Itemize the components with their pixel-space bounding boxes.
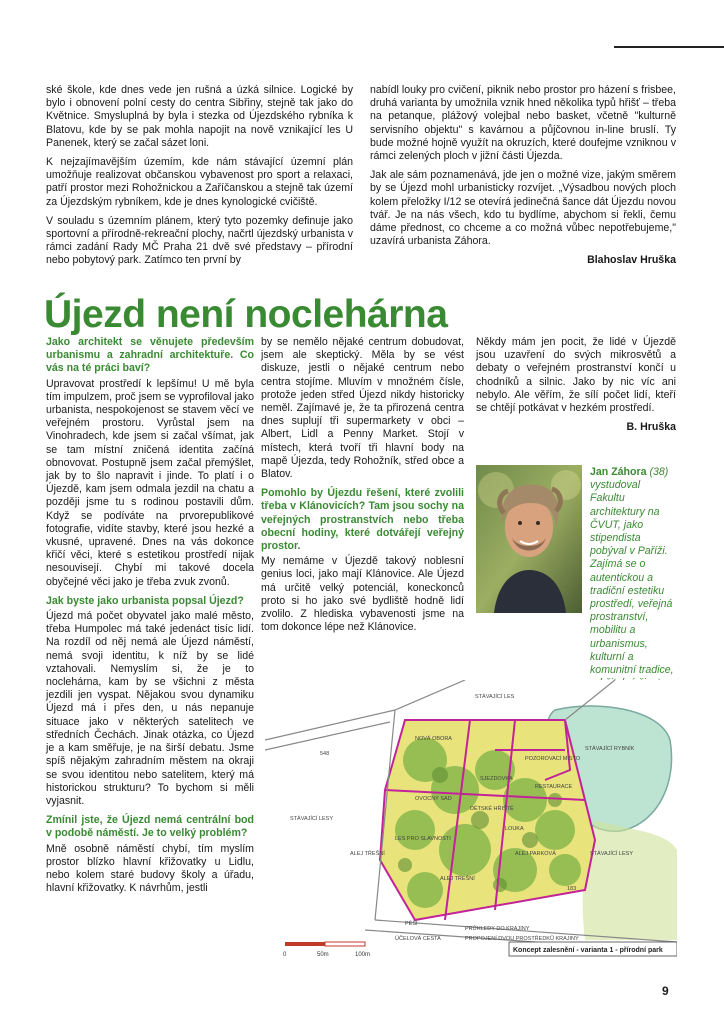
sketch-label: PĚŠÍ xyxy=(405,921,418,927)
sketch-label: STÁVAJÍCÍ LESY xyxy=(290,816,333,822)
sketch-label: OVOCNÝ SAD xyxy=(415,796,452,802)
top-left-column xyxy=(46,84,353,274)
top-right-column xyxy=(370,84,676,268)
sketch-label: ALEJ PARKOVÁ xyxy=(515,851,556,857)
sketch-label: STÁVAJÍCÍ RYBNÍK xyxy=(585,746,635,752)
question: Zmínil jste, že Újezd nemá centrální bod v podobě náměstí. Je to velký problém? xyxy=(46,814,254,840)
paragraph: V souladu s územním plánem, který tyto pozemky definuje jako sportovní a přírodně-rekreační plochy, načrtl újezdský urbanista v rámci zadání Rady MČ Praha 21 dvě své představy – přírodní nebo pobytový park. Zatímco ten první by xyxy=(46,214,353,267)
question: Jako architekt se věnujete především urbanismu a zahradní architektuře. Co vás na té práci baví? xyxy=(46,336,254,375)
answer: My nemáme v Újezdě takový noblesní genius loci, jako mají Klánovice. Ale Újezd má určitě velký potenciál, koneckonců proto si ho jako své bydliště hodně lidí zvolilo. Z hlediska vybavenosti jsme na tom dokonce lépe než Klánovice. xyxy=(261,555,464,634)
signature: Blahoslav Hruška xyxy=(587,254,676,267)
park-plan-sketch xyxy=(265,680,677,963)
answer: by se nemělo nějaké centrum dobudovat, jsem ale skeptický. Měla by se vést diskuze, jestli o nějaké centrum nebo centra stojíme. Mluvím v množném čísle, protože jeden střed Újezd nikdy historicky neměl. Zajímavé je, že ta přirozená centra dnes suplují tři supermarkety v obci – Albert, Lidl a Penny Market. Stojí v místech, která tvoří tři hlavní body na mapě Újezda, tedy Rohožník, střed obce a Blatov. xyxy=(261,336,464,481)
sketch-label: LES PRO SLAVNOSTI xyxy=(395,836,451,842)
paragraph: ské škole, kde dnes vede jen rušná a úzká silnice. Logické by bylo i obnovení polní cesty do centra Sibřiny, stejně tak jako do Květnice. Smysluplná by byla i stezka od Újezdského rybníka k Blatovu, kde by se pak mohla napojit na nově vznikající les U Panenek, který se začal sázet loni. xyxy=(46,84,353,149)
sketch-label: STÁVAJÍCÍ LES xyxy=(475,694,515,700)
question: Jak byste jako urbanista popsal Újezd? xyxy=(46,594,244,607)
paragraph: K nejzajímavějším územím, kde nám stávající územní plán umožňuje realizovat občanskou vybavenost pro sport a relaxaci, patří prostor mezi Rohožnickou a Zaříčanskou a stejně tak území za Újezdským rybníkem, kde je dnes kynologické cvičiště. xyxy=(46,156,353,208)
sketch-label: LOUKA xyxy=(505,826,524,832)
sketch-label: ALEJ TŘEŠNÍ xyxy=(440,876,475,882)
scale-label: 50m xyxy=(317,952,329,958)
sketch-label: RESTAURACE xyxy=(535,784,573,790)
article-headline: Újezd není noclehárna xyxy=(44,293,448,336)
signature: B. Hruška xyxy=(626,421,676,434)
sketch-label: ÚČELOVÁ CESTA xyxy=(395,936,441,942)
interview-column-1 xyxy=(46,336,254,901)
plan-caption: Koncept zalesnění - varianta 1 - přírodní park xyxy=(513,947,663,954)
question: Pomohlo by Újezdu řešení, které zvolili třeba v Klánovicích? Tam jsou sochy na veřejných prostranstvích nebo třeba obecní hodiny, které dotvářejí veřejný prostor. xyxy=(261,487,464,553)
sketch-label: POZOROVACÍ MÍSTO xyxy=(525,756,581,762)
page-number: 9 xyxy=(662,984,669,998)
sketch-label: DĚTSKÉ HŘIŠTĚ xyxy=(470,806,514,812)
answer: Mně osobně náměstí chybí, tím myslím prostor blízko hlavní křižovatky u Lidlu, nebo kolem staré budovy školy a úřadu, hlavní křižovatky. K návrhům, jestli xyxy=(46,842,254,895)
sketch-label: 548 xyxy=(320,751,330,757)
bio-first-lines xyxy=(476,466,676,677)
answer: Někdy mám jen pocit, že lidé v Újezdě jsou uzavření do svých mikrosvětů a debaty o veřejném prostranství končí u chodníků a silnic. Jako by nic víc ani nebylo. Ale věřím, že sílí počet lidí, kteří se chtějí potkávat v hezkém prostředí. xyxy=(476,336,676,415)
sketch-label: SJEZDOVKA xyxy=(480,776,513,782)
interview-column-2 xyxy=(261,336,464,640)
interview-column-3 xyxy=(476,336,676,434)
scale-label: 0 xyxy=(283,952,287,958)
sketch-label: ALEJ TŘEŠNÍ xyxy=(350,851,385,857)
answer: Újezd má počet obyvatel jako malé město, třeba Humpolec má také jedenáct tisíc lidí. Na rozdíl od něj nemá ale Újezd náměstí, nemá svoji identitu, k níž by se lidé vztahovali. Nemyslím si, že je to noclehárna, kam by se všichni z města jezdili jen vyspat. Nějakou svou dynamiku Újezd má i přes den, u nás nepanuje situace jako v některých satelitech ve středních Čechách. Jinak otázka, co Újezd je a kam směřuje, je na širší debatu. Jsme spíš nějakým zahradním městem na okraji se svou identitou nebo satelitem, který má historickou strukturu? To bychom si měli vyjasnit. xyxy=(46,610,254,807)
bio-age: (38) xyxy=(649,466,669,478)
sketch-label: NOVÁ OBORA xyxy=(415,736,452,742)
sketch-label: PRŮHLEDY DO KRAJINY xyxy=(465,926,530,932)
author-bio xyxy=(476,466,676,677)
paragraph: Jak ale sám poznamenává, jde jen o možné vize, jakým směrem by se Újezd mohl urbanisticky rozvíjet. „Výsadbou nových ploch kolem přeložky I/12 se otevírá jedinečná šance dát Újezdu novou tvář. Je na nás všech, kdo tu bydlíme, abychom si řekli, čemu dáme přednost, co chceme a co možná vůbec nepotřebujeme," uzavírá urbanista Záhora. xyxy=(370,169,676,248)
answer: Upravovat prostředí k lepšímu! U mě byla tím impulzem, proč jsem se vyprofiloval jako urbanista, nespokojenost se stavem věcí ve veřejném prostoru. Vyrůstal jsem na Vinohradech, kde jsem si začal všímat, jak se tam místní zničená identita začíná obnovovat. Postupně jsem začal přemýšlet, jak by to šlo napravit i jinde. To platí i o Újezdě, kam jsem odmala jezdil na chatu a později jsme tu s rodinou postavili dům. Když se podíváte na prvorepublikové fotografie, vidíte stavby, které jsou hezké a vkusné, upravené. Dnes na vás dokonce křičí věci, které s estetikou prostředí nijak nesouvisejí. Chybí mi takové docela obyčejné věci jako je třeba zvuk zvonů. xyxy=(46,377,254,588)
bio-text: vystudoval Fakultu architektury na ČVUT, jako stipendista pobýval v Paříži. Zajímá se o autentickou a tradiční estetiku prostředí, veřejná prostranství, mobilitu a urbanismus, kulturní a komunitní tradice, xyxy=(590,479,674,677)
sketch-label: 183 xyxy=(567,886,577,892)
bio-name: Jan Záhora xyxy=(590,466,647,478)
sketch-label: STÁVAJÍCÍ LESY xyxy=(590,851,633,857)
sketch-label: PROPOJENÍ DVOU PROSTŘEDKŮ KRAJINY xyxy=(465,936,579,942)
header-rule xyxy=(614,46,724,48)
paragraph: nabídl louky pro cvičení, piknik nebo prostor pro házení s frisbee, druhá varianta by umožnila vznik hned několika typů hřišť – třeba na petanque, plážový volejbal nebo basket, včetně "kulturně servisního objektu" s kavárnou a půjčovnou in-line bruslí. Ty bude možné hojně využít na okruzích, které doufejme vzniknou v rámci zelených ploch v jižní části Újezda. xyxy=(370,84,676,163)
scale-label: 100m xyxy=(355,952,371,958)
